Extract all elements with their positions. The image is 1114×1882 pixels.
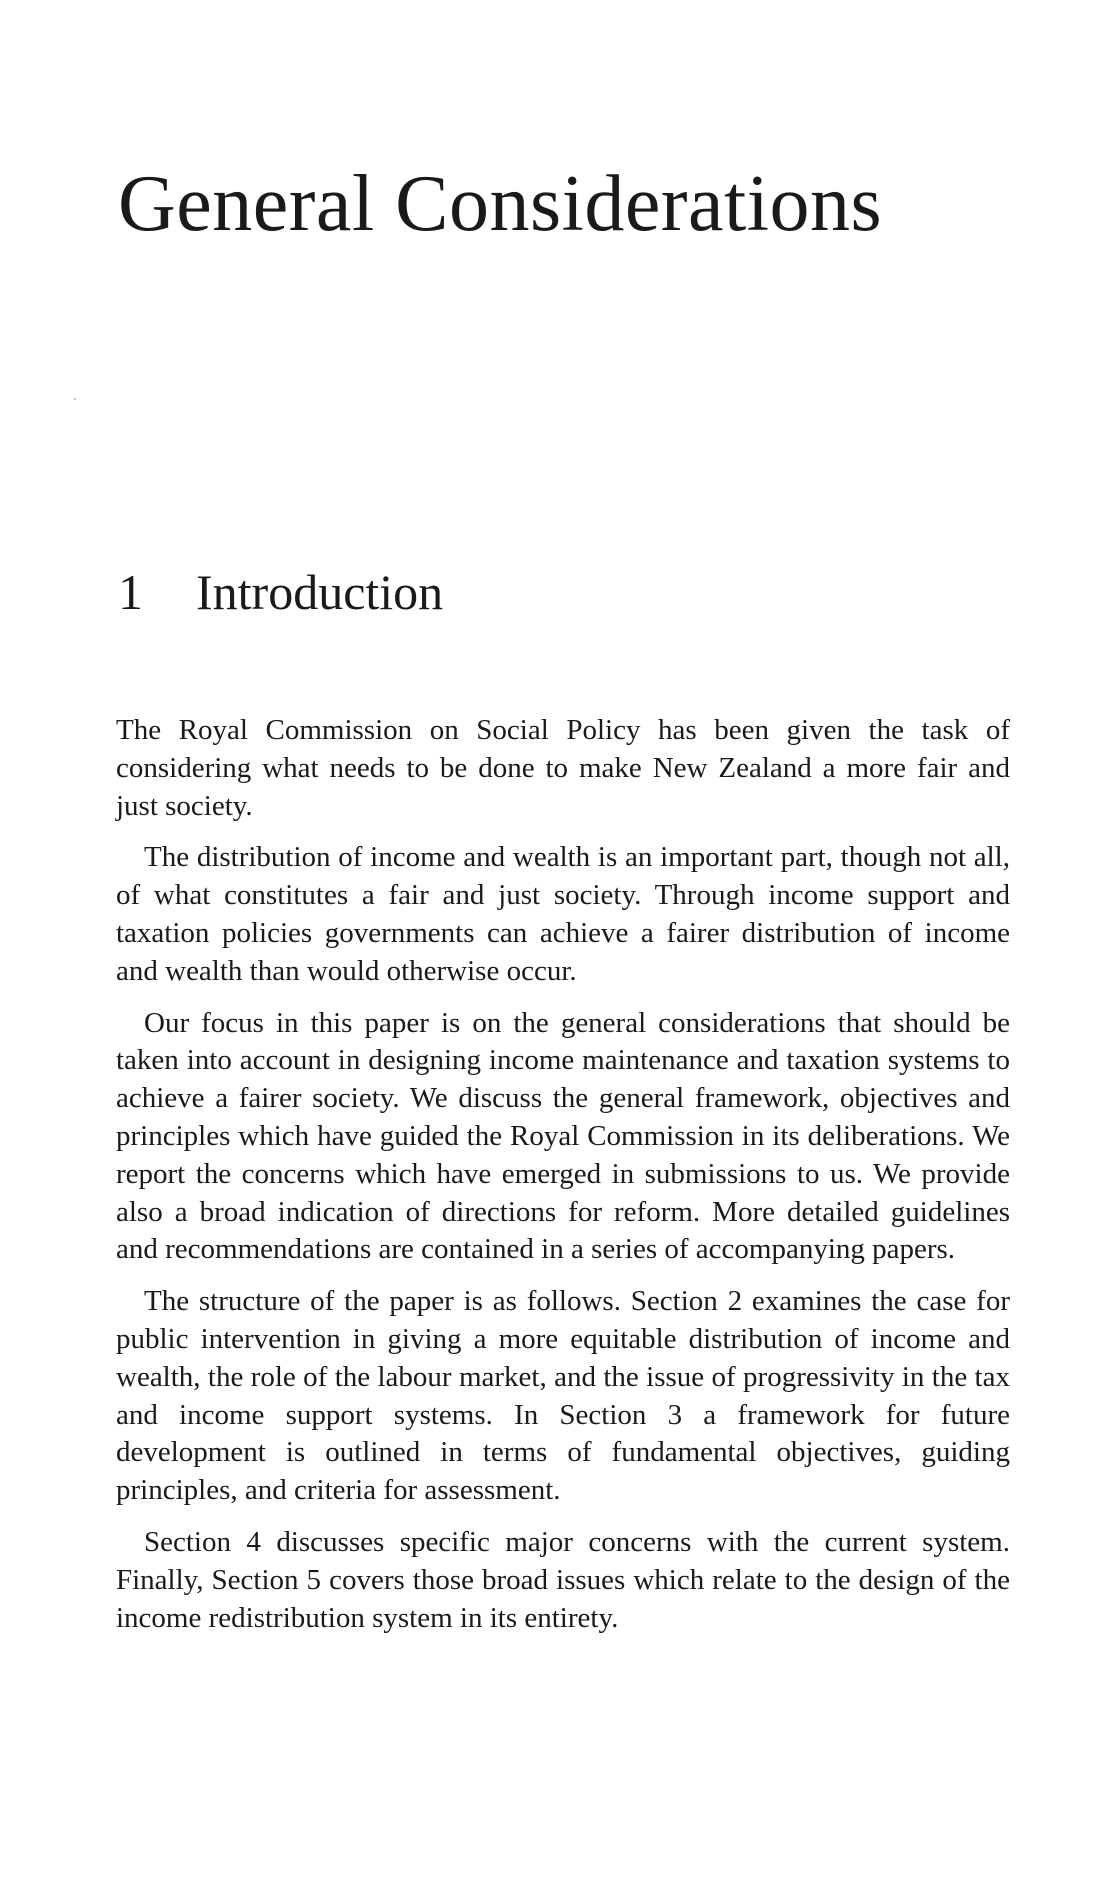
- paragraph-3: Our focus in this paper is on the general considerations that should be taken into account in designing income maintenance and taxation systems to achieve a fairer society. We discuss the general framework, objectives and principles which have guided the Royal Commission in its deliberations. We report the concerns which have emerged in submissions to us. We provide also a broad indication of directions for reform. More detailed guidelines and recommendations are contained in a series of accompanying papers.: [116, 1006, 1010, 1266]
- section-heading: [118, 565, 443, 620]
- body-text: [116, 712, 1010, 1651]
- section-title: Introduction: [196, 564, 444, 620]
- paragraph-5: Section 4 discusses specific major concerns with the current system. Finally, Section 5 covers those broad issues which relate to the design of the income redistribution system in its entirety.: [116, 1525, 1010, 1634]
- paragraph-1: The Royal Commission on Social Policy has been given the task of considering what needs to be done to make New Zealand a more fair and just society.: [116, 714, 1010, 822]
- chapter-title: General Considerations: [118, 160, 883, 248]
- section-number: 1: [118, 564, 143, 620]
- page-speck: [74, 398, 76, 400]
- paragraph-2: The distribution of income and wealth is an important part, though not all, of what constitutes a fair and just society. Through income support and taxation policies governments can achieve a fairer distribution of income and wealth than would otherwise occur.: [116, 841, 1010, 987]
- paragraph-4: The structure of the paper is as follows. Section 2 examines the case for public intervention in giving a more equitable distribution of income and wealth, the role of the labour market, and the issue of progressivity in the tax and income support systems. In Section 3 a framework for future development is outlined in terms of fundamental objectives, guiding principles, and criteria for assessment.: [116, 1285, 1010, 1507]
